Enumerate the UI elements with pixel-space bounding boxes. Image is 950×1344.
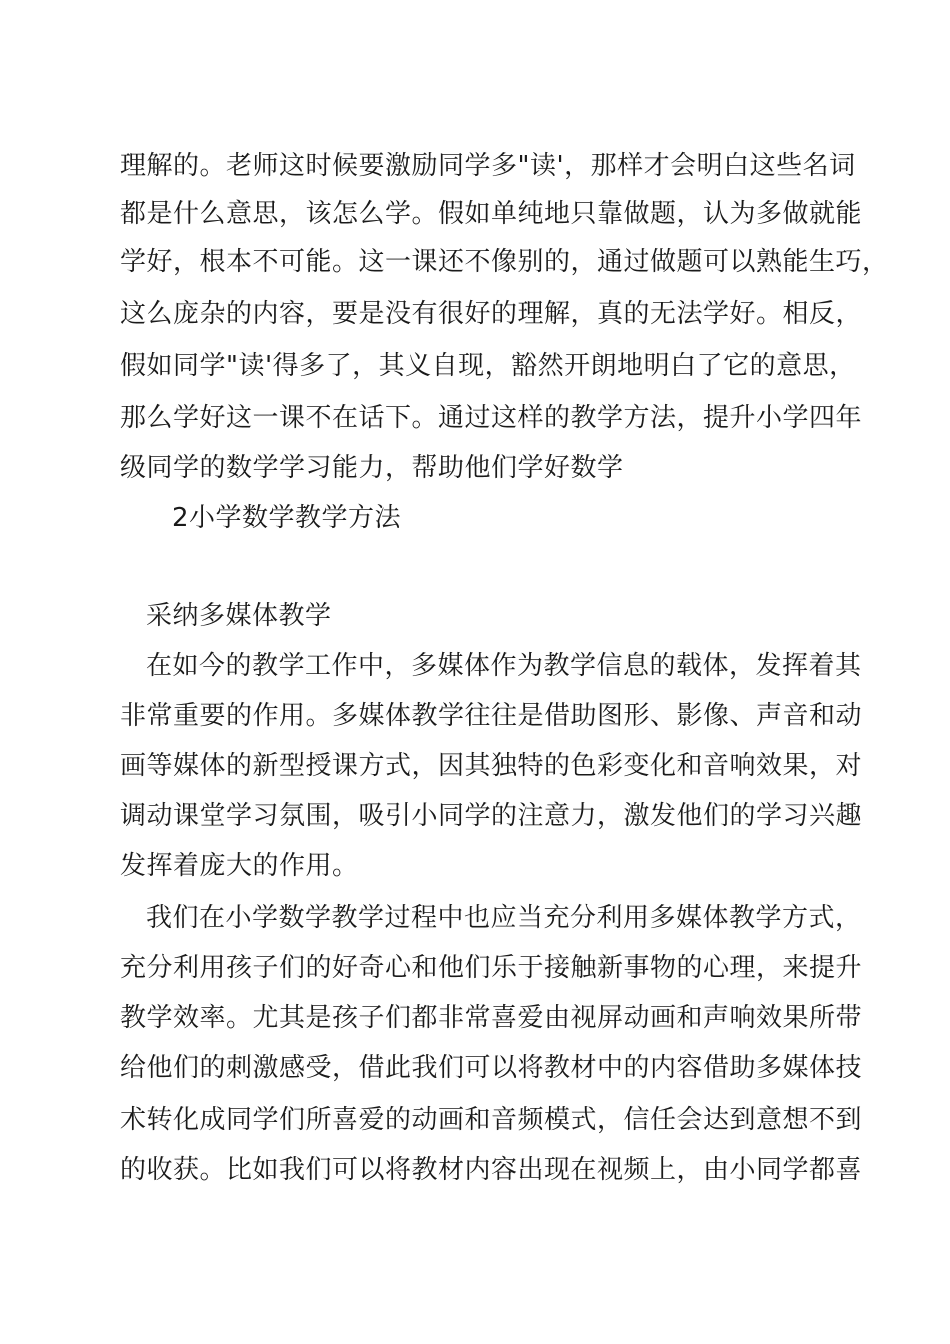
para2-line-4: 调动课堂学习氛围，吸引小同学的注意力，激发他们的学习兴趣	[120, 801, 863, 831]
section-heading: 2小学数学教学方法	[172, 503, 402, 533]
para2-line-5: 发挥着庞大的作用。	[120, 851, 359, 881]
para2-line-3: 画等媒体的新型授课方式，因其独特的色彩变化和音响效果，对	[120, 751, 863, 781]
para1-line-2: 都是什么意思，该怎么学。假如单纯地只靠做题，认为多做就能	[120, 199, 863, 229]
para1-line-6: 那么学好这一课不在话下。通过这样的教学方法，提升小学四年	[120, 403, 863, 433]
para2-line-1: 在如今的教学工作中，多媒体作为教学信息的载体，发挥着其	[146, 651, 862, 681]
para3-line-1: 我们在小学数学教学过程中也应当充分利用多媒体教学方式，	[146, 903, 862, 933]
para1-line-4: 这么庞杂的内容，要是没有很好的理解，真的无法学好。相反，	[120, 299, 863, 329]
para3-line-2: 充分利用孩子们的好奇心和他们乐于接触新事物的心理，来提升	[120, 953, 863, 983]
para1-line-7: 级同学的数学学习能力，帮助他们学好数学	[120, 453, 624, 483]
para1-line-1: 理解的。老师这时候要激励同学多"读'，那样才会明白这些名词	[120, 151, 856, 181]
para3-line-5: 术转化成同学们所喜爱的动画和音频模式，信任会达到意想不到	[120, 1105, 863, 1135]
para3-line-6: 的收获。比如我们可以将教材内容出现在视频上，由小同学都喜	[120, 1155, 863, 1185]
para1-line-5: 假如同学"读'得多了，其义自现，豁然开朗地明白了它的意思，	[120, 351, 856, 381]
para3-line-3: 教学效率。尤其是孩子们都非常喜爱由视屏动画和声响效果所带	[120, 1003, 863, 1033]
para3-line-4: 给他们的刺激感受，借此我们可以将教材中的内容借助多媒体技	[120, 1053, 863, 1083]
para1-line-3: 学好，根本不可能。这一课还不像别的，通过做题可以熟能生巧，	[120, 247, 889, 277]
subheading: 采纳多媒体教学	[146, 601, 332, 631]
para2-line-2: 非常重要的作用。多媒体教学往往是借助图形、影像、声音和动	[120, 701, 863, 731]
